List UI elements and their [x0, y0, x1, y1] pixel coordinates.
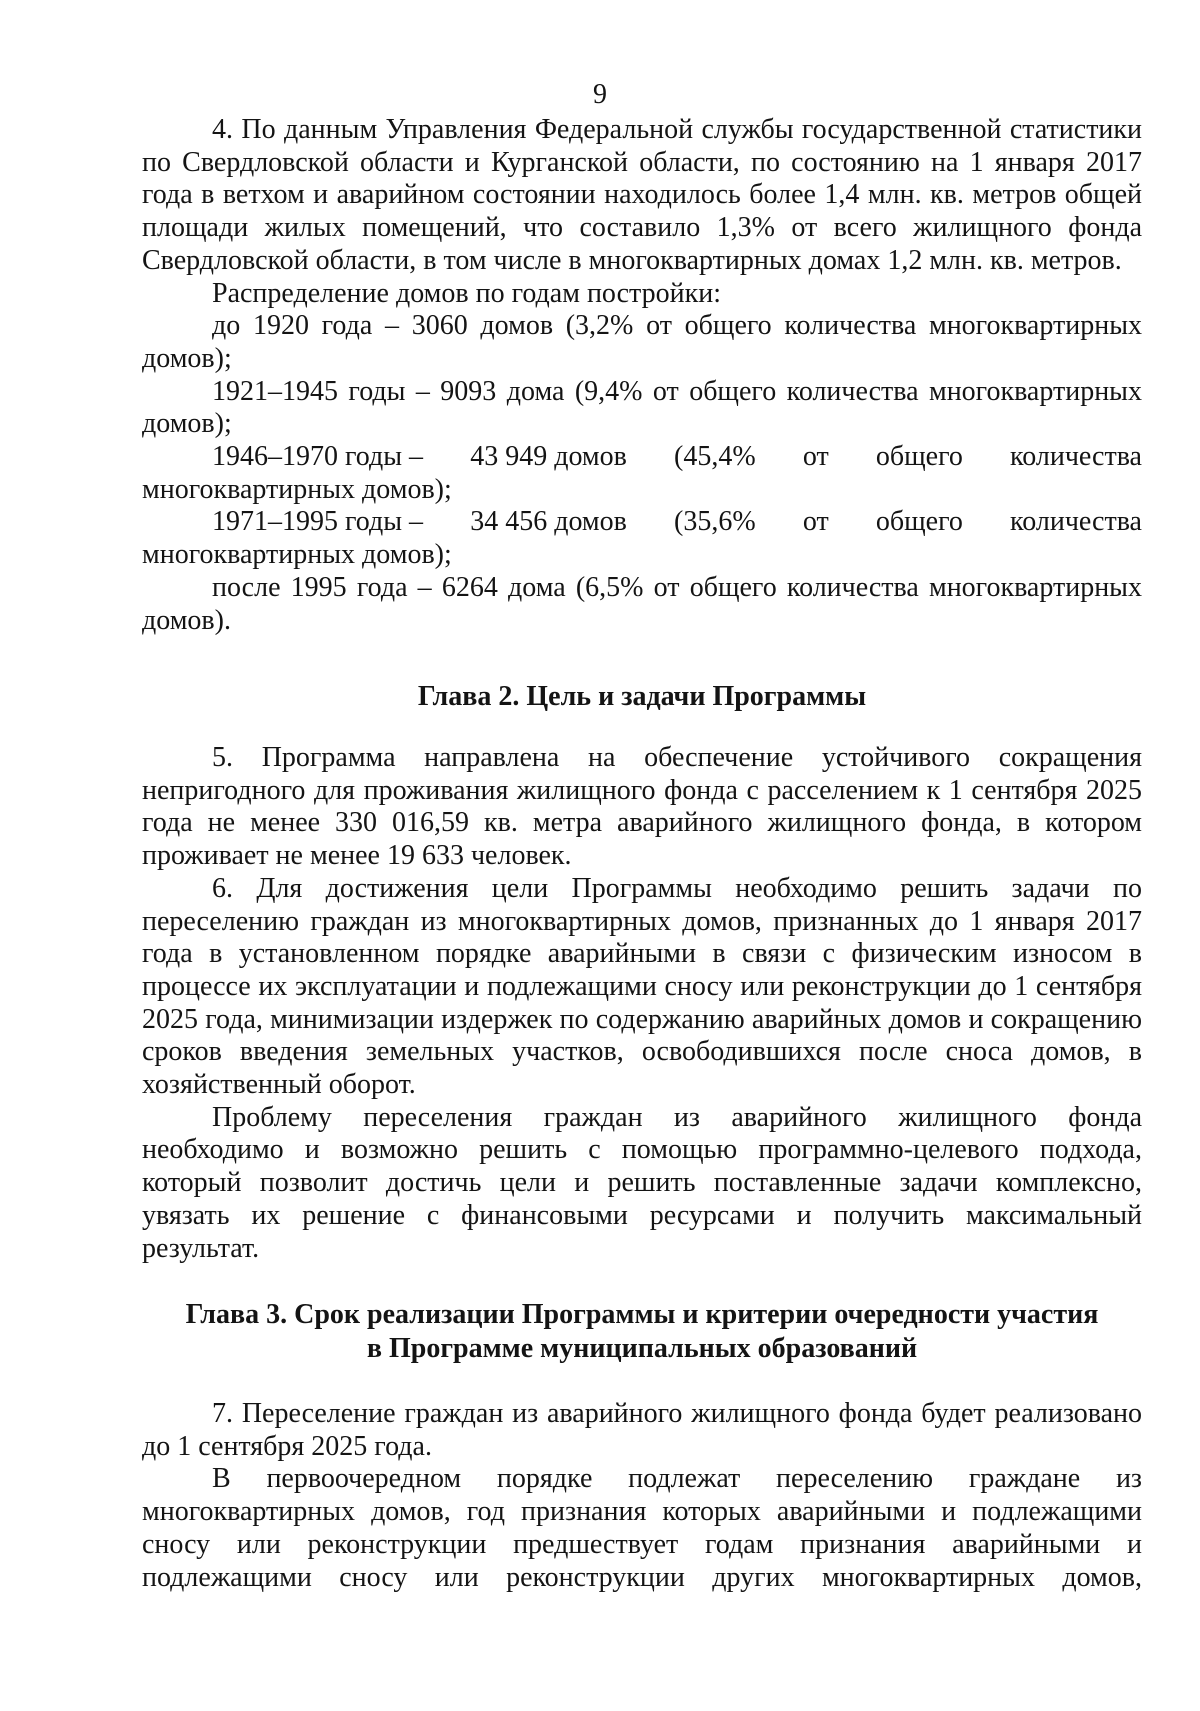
paragraph-problem: Проблему переселения граждан из аварийного жилищного фонда необходимо и возможно решить с помощью программно-целевого подхода, который позволит достичь цели и решить поставленные задачи комплексно, увязать их решение с финансовыми ресурсами и получить максимальный результат. — [142, 1101, 1142, 1264]
paragraph-7: 7. Переселение граждан из аварийного жилищного фонда будет реализовано до 1 сентября 2025 года. — [142, 1398, 1142, 1462]
list-item-1946-1970 — [142, 441, 1142, 474]
list-item-1971-1995-tail: многоквартирных домов); — [142, 539, 452, 571]
paragraph-priority: В первоочередном порядке подлежат переселению граждане из многоквартирных домов, год признания которых аварийными и подлежащими сносу или реконструкции предшествует годам признания аварийными и подлежащими сносу или реконструкции других многоквартирных домов, — [142, 1463, 1142, 1593]
paragraph-4: 4. По данным Управления Федеральной службы государственной статистики по Свердловской области и Курганской области, по состоянию на 1 января 2017 года в ветхом и аварийном состоянии находилось более 1,4 млн. кв. метров общей площади жилых помещений, что составило 1,3% от всего жилищного фонда Свердловской области, в том числе в многоквартирных домах 1,2 млн. кв. метров. — [142, 114, 1142, 276]
list-item-part: общего — [875, 506, 963, 538]
list-item-part: общего — [875, 441, 963, 473]
list-item-1921-1945: 1921–1945 годы – 9093 дома (9,4% от общего количества многоквартирных домов); — [142, 375, 1142, 440]
section-chapter-2 — [142, 742, 1142, 1265]
list-item-part: количества — [1010, 506, 1142, 538]
list-item-part: от — [802, 441, 829, 473]
list-item-part: количества — [1010, 441, 1142, 473]
list-item-part: (45,4% — [674, 441, 756, 473]
list-item-part: от — [802, 506, 829, 538]
list-item-part: 1971–1995 годы – — [212, 506, 424, 538]
chapter-3-title-line-2: в Программе муниципальных образований — [366, 1333, 918, 1364]
list-item-part: 34 456 домов — [470, 506, 627, 538]
paragraph-5: 5. Программа направлена на обеспечение устойчивого сокращения непригодного для проживания жилищного фонда с расселением к 1 сентября 2025 года не менее 330 016,59 кв. метра аварийного жилищного фонда, в котором проживает не менее 19 633 человек. — [142, 742, 1142, 872]
chapter-3-title — [142, 1298, 1142, 1366]
list-item-part: 1946–1970 годы – — [212, 441, 424, 473]
paragraph-6: 6. Для достижения цели Программы необходимо решить задачи по переселению граждан из многоквартирных домов, признанных до 1 января 2017 года в установленном порядке аварийными в связи с физическим износом в процессе их эксплуатации и подлежащими сносу или реконструкции до 1 сентября 2025 года, минимизации издержек по содержанию аварийных домов и сокращению сроков введения земельных участков, освободившихся после сноса домов, в хозяйственный оборот. — [142, 872, 1142, 1101]
list-item-part: (35,6% — [674, 506, 756, 538]
page-number: 9 — [593, 79, 607, 110]
section-statistics — [142, 114, 1142, 637]
list-item-1946-1970-tail: многоквартирных домов); — [142, 473, 452, 505]
chapter-3-title-line-1: Глава 3. Срок реализации Программы и критерии очередности участия — [185, 1299, 1099, 1330]
distribution-intro: Распределение домов по годам постройки: — [212, 277, 721, 309]
list-item-1971-1995 — [142, 506, 1142, 539]
section-chapter-3 — [142, 1398, 1142, 1594]
chapter-2-title: Глава 2. Цель и задачи Программы — [417, 681, 867, 712]
list-item-part: 43 949 домов — [470, 441, 627, 473]
list-item-after-1995: после 1995 года – 6264 дома (6,5% от общего количества многоквартирных домов). — [142, 571, 1142, 636]
list-item-before-1920: до 1920 года – 3060 домов (3,2% от общего количества многоквартирных домов); — [142, 310, 1142, 374]
